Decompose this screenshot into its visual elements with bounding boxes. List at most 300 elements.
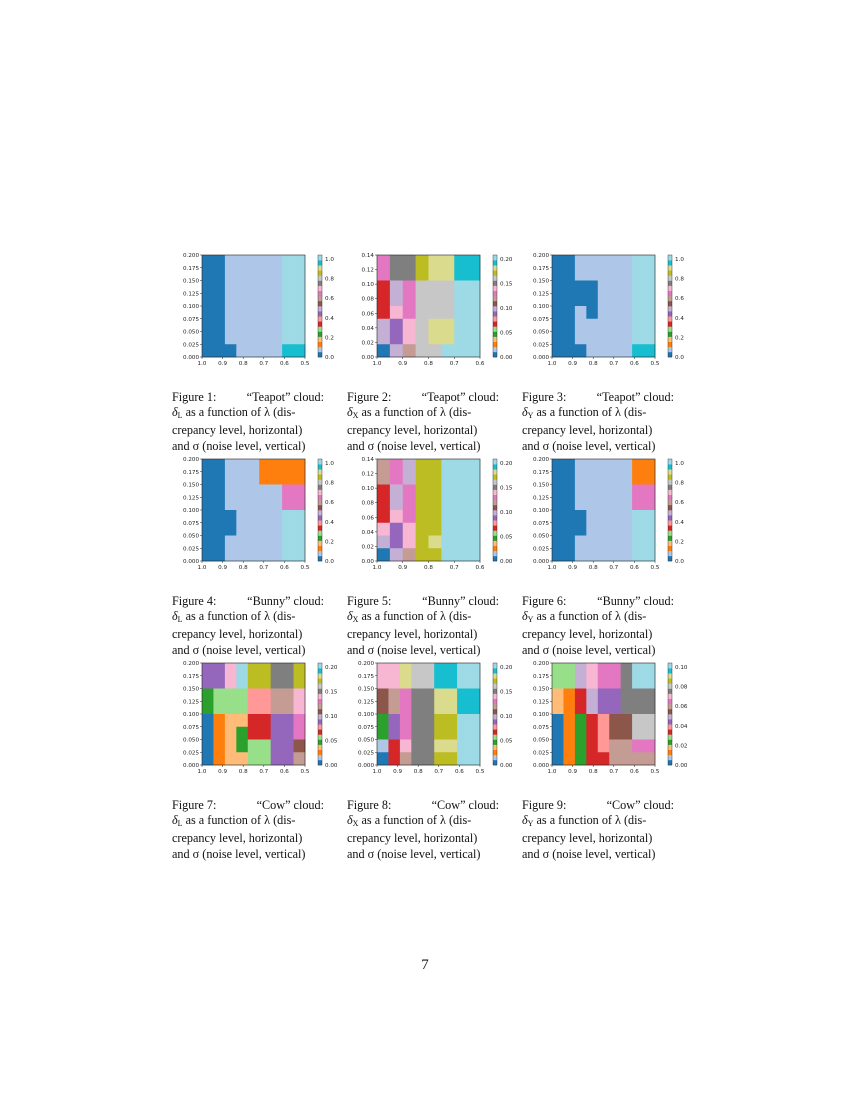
heatmap-cell: [632, 472, 644, 485]
heatmap-cell: [575, 332, 587, 345]
x-tick-label: 1.0: [547, 769, 557, 775]
heatmap-chart: [522, 454, 682, 579]
heatmap-cell: [388, 701, 400, 714]
heatmap-cell: [236, 752, 248, 765]
heatmap-cell: [271, 701, 283, 714]
heatmap-cell: [609, 727, 621, 740]
colorbar-swatch: [493, 515, 497, 520]
heatmap-cell: [609, 255, 621, 268]
colorbar-swatch: [318, 673, 322, 678]
colorbar-swatch: [668, 332, 672, 337]
x-tick-label: 0.9: [568, 565, 578, 571]
heatmap-cell: [644, 255, 656, 268]
heatmap-cell: [598, 306, 610, 319]
heatmap-cell: [271, 510, 283, 523]
heatmap-cell: [213, 752, 225, 765]
colorbar-tick-label: 0.8: [325, 480, 334, 487]
heatmap-cell: [552, 523, 564, 536]
colorbar-swatch: [668, 301, 672, 306]
colorbar-tick-label: 0.02: [675, 743, 688, 750]
heatmap-cell: [236, 714, 248, 727]
x-tick-label: 0.7: [434, 769, 444, 775]
heatmap-cell: [213, 727, 225, 740]
heatmap-cell: [202, 255, 214, 268]
heatmap-cell: [586, 701, 598, 714]
heatmap-cell: [294, 306, 306, 319]
heatmap-cell: [225, 319, 237, 332]
heatmap-chart: [522, 658, 688, 783]
heatmap-cell: [271, 485, 283, 498]
colorbar-swatch: [318, 474, 322, 479]
heatmap-cell: [282, 344, 294, 357]
heatmap-cell: [213, 344, 225, 357]
colorbar-swatch: [493, 724, 497, 729]
colorbar-swatch: [318, 714, 322, 719]
heatmap-cell: [403, 472, 416, 485]
heatmap-cell: [621, 714, 633, 727]
heatmap-cell: [429, 548, 442, 561]
heatmap-cell: [644, 740, 656, 753]
colorbar-tick-label: 0.10: [500, 510, 513, 516]
heatmap-cell: [259, 268, 271, 281]
heatmap-cell: [390, 281, 403, 294]
heatmap-cell: [400, 689, 412, 702]
heatmap-cell: [411, 663, 423, 676]
heatmap-cell: [294, 497, 306, 510]
heatmap-cell: [390, 344, 403, 357]
colorbar-swatch: [668, 755, 672, 760]
y-tick-label: 0.050: [532, 329, 549, 336]
heatmap-cell: [213, 306, 225, 319]
caption-line: as a function of λ (dis-: [182, 813, 296, 828]
colorbar-swatch: [318, 332, 322, 337]
colorbar-swatch: [668, 270, 672, 275]
heatmap-cell: [213, 255, 225, 268]
figure-caption: [522, 594, 674, 658]
colorbar-swatch: [493, 306, 497, 311]
heatmap-cell: [467, 510, 480, 523]
heatmap-cell: [467, 332, 480, 345]
colorbar-tick-label: 0.4: [675, 519, 684, 526]
heatmap-cell: [552, 281, 564, 294]
x-tick-label: 0.7: [609, 565, 619, 571]
heatmap-cell: [271, 497, 283, 510]
heatmap-cell: [621, 701, 633, 714]
y-tick-label: 0.100: [182, 712, 199, 718]
heatmap-cell: [377, 727, 389, 740]
heatmap-cell: [586, 319, 598, 332]
colorbar-swatch: [668, 495, 672, 500]
heatmap-cell: [259, 676, 271, 689]
y-tick-label: 0.000: [182, 763, 199, 769]
delta-subscript: Y: [527, 615, 534, 625]
heatmap-cell: [429, 255, 442, 268]
heatmap-cell: [429, 306, 442, 319]
colorbar-swatch: [668, 678, 672, 683]
heatmap-cell: [586, 752, 598, 765]
heatmap-cell: [388, 676, 400, 689]
heatmap-cell: [377, 510, 390, 523]
figure-label: Figure 5:: [347, 594, 392, 608]
heatmap-cell: [202, 281, 214, 294]
heatmap-cell: [575, 740, 587, 753]
heatmap-cell: [429, 485, 442, 498]
heatmap-cell: [259, 523, 271, 536]
x-tick-label: 0.9: [218, 769, 228, 775]
heatmap-cell: [552, 459, 564, 472]
heatmap-cell: [236, 306, 248, 319]
y-tick-label: 0.200: [182, 457, 199, 463]
heatmap-cell: [282, 701, 294, 714]
x-tick-label: 0.6: [475, 361, 485, 367]
heatmap-cell: [621, 740, 633, 753]
heatmap-cell: [467, 319, 480, 332]
heatmap-cell: [563, 472, 575, 485]
heatmap-cell: [454, 485, 467, 498]
colorbar-swatch: [668, 541, 672, 546]
y-tick-label: 0.075: [182, 520, 199, 527]
heatmap-cell: [202, 268, 214, 281]
heatmap-cell: [403, 536, 416, 549]
colorbar-swatch: [493, 474, 497, 479]
colorbar-swatch: [668, 719, 672, 724]
heatmap-cell: [429, 319, 442, 332]
heatmap-cell: [552, 536, 564, 549]
colorbar-swatch: [493, 740, 497, 745]
colorbar-swatch: [668, 760, 672, 765]
colorbar-swatch: [318, 281, 322, 286]
heatmap-cell: [457, 714, 469, 727]
heatmap-cell: [609, 306, 621, 319]
heatmap-cell: [416, 523, 429, 536]
heatmap-cell: [609, 485, 621, 498]
colorbar-tick-label: 0.05: [500, 738, 513, 745]
colorbar-tick-label: 0.4: [325, 315, 334, 322]
heatmap-cell: [202, 332, 214, 345]
heatmap-cell: [586, 727, 598, 740]
y-tick-label: 0.050: [532, 533, 549, 540]
heatmap-cell: [248, 332, 260, 345]
heatmap-cell: [236, 548, 248, 561]
heatmap-cell: [609, 332, 621, 345]
colorbar-swatch: [493, 525, 497, 530]
y-tick-label: 0.000: [182, 559, 199, 565]
heatmap-cell: [403, 344, 416, 357]
heatmap-cell: [454, 510, 467, 523]
x-tick-label: 0.8: [413, 769, 423, 775]
colorbar-swatch: [668, 500, 672, 505]
delta-symbol: δ: [522, 813, 528, 828]
heatmap-cell: [388, 727, 400, 740]
y-tick-label: 0.175: [182, 673, 199, 680]
heatmap-cell: [552, 319, 564, 332]
heatmap-cell: [282, 510, 294, 523]
heatmap-cell: [632, 459, 644, 472]
heatmap-cell: [609, 268, 621, 281]
colorbar-swatch: [668, 311, 672, 316]
colorbar-tick-label: 0.6: [675, 296, 684, 303]
colorbar-tick-label: 0.20: [325, 665, 338, 671]
heatmap-cell: [575, 714, 587, 727]
colorbar-swatch: [318, 342, 322, 347]
heatmap-cell: [259, 319, 271, 332]
heatmap-cell: [423, 714, 435, 727]
heatmap-cell: [248, 459, 260, 472]
heatmap-chart: [172, 658, 338, 783]
heatmap-cell: [213, 497, 225, 510]
heatmap-cell: [454, 497, 467, 510]
heatmap-cell: [575, 255, 587, 268]
colorbar-swatch: [318, 694, 322, 699]
heatmap-chart: [347, 658, 513, 783]
heatmap-cell: [609, 523, 621, 536]
heatmap-cell: [416, 459, 429, 472]
y-tick-label: 0.200: [532, 253, 549, 259]
colorbar-tick-label: 0.05: [500, 330, 513, 337]
heatmap-cell: [259, 459, 271, 472]
heatmap-cell: [271, 536, 283, 549]
heatmap-cell: [213, 472, 225, 485]
heatmap-cell: [225, 714, 237, 727]
heatmap-cell: [390, 536, 403, 549]
heatmap-cell: [632, 701, 644, 714]
heatmap-cell: [400, 727, 412, 740]
heatmap-cell: [377, 472, 390, 485]
heatmap-cell: [271, 740, 283, 753]
x-tick-label: 0.8: [424, 565, 433, 571]
heatmap-cell: [248, 344, 260, 357]
colorbar-swatch: [493, 281, 497, 286]
heatmap-cell: [609, 740, 621, 753]
heatmap-cell: [644, 752, 656, 765]
heatmap-cell: [586, 497, 598, 510]
heatmap-cell: [213, 663, 225, 676]
heatmap-cell: [271, 689, 283, 702]
colorbar-swatch: [493, 490, 497, 495]
heatmap-cell: [388, 663, 400, 676]
heatmap-cell: [271, 472, 283, 485]
heatmap-cell: [377, 344, 390, 357]
heatmap-cell: [621, 268, 633, 281]
heatmap-cell: [632, 689, 644, 702]
x-tick-label: 0.5: [650, 565, 660, 571]
colorbar-swatch: [668, 260, 672, 265]
colorbar-swatch: [493, 663, 497, 668]
x-tick-label: 0.5: [300, 769, 310, 775]
colorbar-swatch: [318, 525, 322, 530]
caption-line: and σ (noise level, vertical): [347, 846, 481, 861]
colorbar-swatch: [493, 260, 497, 265]
heatmap-cell: [225, 663, 237, 676]
heatmap-cell: [423, 689, 435, 702]
colorbar-swatch: [493, 704, 497, 709]
colorbar-swatch: [318, 704, 322, 709]
heatmap-cell: [575, 523, 587, 536]
heatmap-cell: [446, 714, 458, 727]
heatmap-cell: [248, 293, 260, 306]
heatmap-cell: [434, 689, 446, 702]
heatmap-cell: [294, 523, 306, 536]
x-tick-label: 0.5: [300, 565, 310, 571]
cloud-name: “Cow” cloud:: [431, 798, 499, 812]
colorbar-swatch: [493, 337, 497, 342]
colorbar-swatch: [318, 729, 322, 734]
colorbar-tick-label: 0.2: [325, 335, 334, 342]
heatmap-cell: [429, 332, 442, 345]
y-tick-label: 0.150: [532, 482, 549, 489]
heatmap-cell: [225, 281, 237, 294]
heatmap-cell: [457, 752, 469, 765]
heatmap-cell: [586, 332, 598, 345]
colorbar-swatch: [318, 270, 322, 275]
caption-line: and σ (noise level, vertical): [522, 642, 656, 657]
heatmap-cell: [416, 536, 429, 549]
y-tick-label: 0.075: [182, 316, 199, 323]
heatmap-cell: [416, 548, 429, 561]
heatmap-cell: [236, 319, 248, 332]
y-tick-label: 0.025: [357, 750, 374, 757]
colorbar-tick-label: 0.6: [325, 500, 334, 507]
heatmap-cell: [429, 268, 442, 281]
heatmap-cell: [621, 472, 633, 485]
y-tick-label: 0.000: [532, 355, 549, 361]
y-tick-label: 0.175: [532, 265, 549, 272]
heatmap-cell: [377, 497, 390, 510]
heatmap-cell: [377, 676, 389, 689]
x-tick-label: 0.9: [568, 361, 578, 367]
colorbar-swatch: [668, 729, 672, 734]
heatmap-cell: [563, 536, 575, 549]
heatmap-cell: [282, 689, 294, 702]
heatmap-cell: [598, 332, 610, 345]
heatmap-cell: [294, 510, 306, 523]
colorbar-swatch: [318, 709, 322, 714]
y-tick-label: 0.050: [182, 533, 199, 540]
colorbar-tick-label: 0.00: [500, 763, 513, 769]
heatmap-cell: [644, 689, 656, 702]
colorbar-swatch: [668, 536, 672, 541]
colorbar-tick-label: 0.0: [325, 355, 334, 361]
heatmap-cell: [259, 548, 271, 561]
heatmap-cell: [644, 497, 656, 510]
heatmap-cell: [429, 459, 442, 472]
colorbar-swatch: [318, 541, 322, 546]
y-tick-label: 0.125: [532, 291, 549, 298]
y-tick-label: 0.175: [532, 469, 549, 476]
heatmap-cell: [390, 459, 403, 472]
heatmap-cell: [441, 281, 454, 294]
cloud-name: “Bunny” cloud:: [422, 594, 499, 608]
y-tick-label: 0.025: [532, 750, 549, 757]
colorbar-tick-label: 0.05: [325, 738, 338, 745]
colorbar-swatch: [493, 332, 497, 337]
colorbar-swatch: [318, 663, 322, 668]
heatmap-cell: [598, 293, 610, 306]
heatmap-cell: [202, 523, 214, 536]
heatmap-cell: [282, 293, 294, 306]
heatmap-cell: [563, 510, 575, 523]
heatmap-cell: [586, 676, 598, 689]
heatmap-cell: [294, 740, 306, 753]
heatmap-cell: [236, 689, 248, 702]
heatmap-cell: [467, 459, 480, 472]
heatmap-cell: [552, 663, 564, 676]
heatmap-cell: [441, 536, 454, 549]
colorbar-swatch: [668, 352, 672, 357]
x-tick-label: 0.6: [629, 565, 639, 571]
delta-symbol: δ: [172, 813, 178, 828]
caption-line: crepancy level, horizontal): [522, 423, 653, 438]
y-tick-label: 0.200: [357, 661, 374, 667]
heatmap-cell: [441, 510, 454, 523]
heatmap-cell: [403, 332, 416, 345]
colorbar-tick-label: 0.15: [500, 485, 513, 492]
colorbar-swatch: [493, 556, 497, 561]
y-tick-label: 0.075: [532, 316, 549, 323]
caption-line: crepancy level, horizontal): [172, 627, 303, 642]
heatmap-cell: [454, 306, 467, 319]
y-tick-label: 0.025: [182, 750, 199, 757]
y-tick-label: 0.04: [361, 325, 374, 332]
x-tick-label: 1.0: [372, 565, 382, 571]
colorbar-swatch: [668, 316, 672, 321]
colorbar-swatch: [493, 464, 497, 469]
x-tick-label: 1.0: [372, 361, 382, 367]
heatmap-cell: [598, 740, 610, 753]
heatmap-cell: [248, 255, 260, 268]
colorbar-swatch: [493, 291, 497, 296]
heatmap-cell: [609, 281, 621, 294]
heatmap-cell: [446, 752, 458, 765]
heatmap-cell: [236, 510, 248, 523]
y-tick-label: 0.100: [532, 712, 549, 718]
heatmap-cell: [403, 510, 416, 523]
heatmap-cell: [467, 255, 480, 268]
caption-line: and σ (noise level, vertical): [172, 846, 306, 861]
x-tick-label: 1.0: [197, 361, 207, 367]
colorbar-swatch: [493, 296, 497, 301]
heatmap-cell: [586, 459, 598, 472]
caption-line: as a function of λ (dis-: [533, 405, 647, 420]
colorbar-swatch: [318, 745, 322, 750]
colorbar-swatch: [493, 270, 497, 275]
heatmap-cell: [469, 727, 481, 740]
heatmap-cell: [213, 281, 225, 294]
y-tick-label: 0.025: [182, 342, 199, 349]
caption-line: and σ (noise level, vertical): [522, 438, 656, 453]
heatmap-cell: [644, 676, 656, 689]
caption-line: and σ (noise level, vertical): [347, 642, 481, 657]
colorbar-swatch: [668, 704, 672, 709]
heatmap-cell: [644, 459, 656, 472]
heatmap-cell: [644, 523, 656, 536]
colorbar-swatch: [668, 459, 672, 464]
heatmap-cell: [423, 701, 435, 714]
figure-caption: [347, 594, 499, 658]
heatmap-cell: [632, 523, 644, 536]
heatmap-cell: [598, 459, 610, 472]
heatmap-cell: [282, 714, 294, 727]
heatmap-cell: [454, 523, 467, 536]
colorbar-swatch: [493, 275, 497, 280]
colorbar-swatch: [318, 286, 322, 291]
figure-caption: [347, 390, 499, 454]
heatmap-cell: [403, 268, 416, 281]
heatmap-cell: [213, 459, 225, 472]
heatmap-cell: [563, 319, 575, 332]
heatmap-cell: [248, 485, 260, 498]
heatmap-cell: [411, 701, 423, 714]
